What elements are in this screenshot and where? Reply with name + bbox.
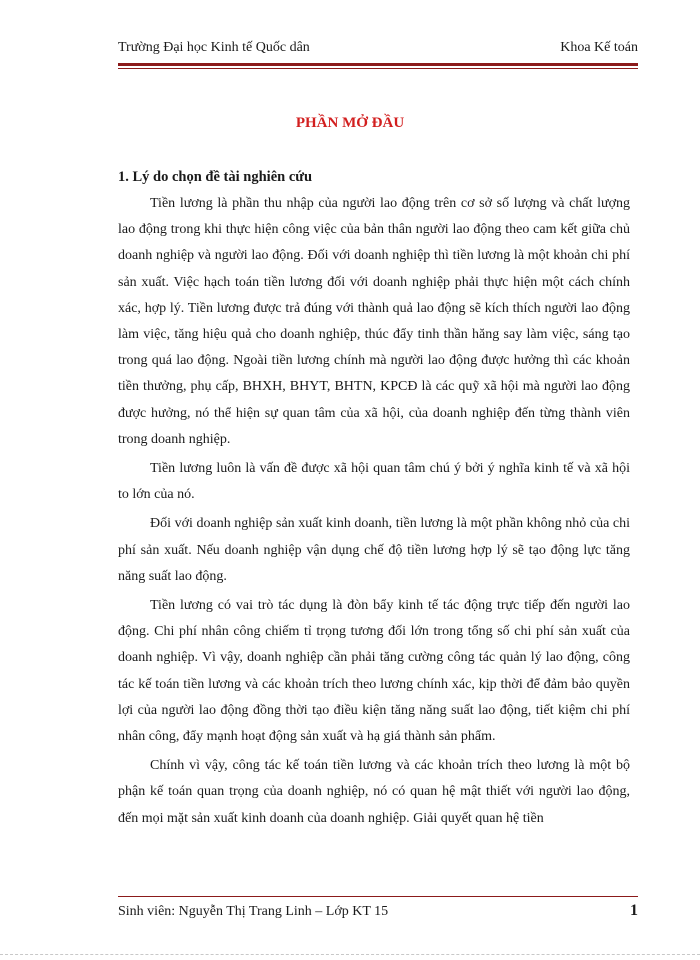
- paragraph: Chính vì vậy, công tác kế toán tiền lương và các khoản trích theo lương là một bộ phận kế toán quan trọng của doanh nghiệp, nó có quan hệ mật thiết với người lao động, đến mọi mặt sản xuất kinh doanh của doanh nghiệp. Giải quyết quan hệ tiền: [118, 758, 630, 826]
- footer-student: Sinh viên: Nguyễn Thị Trang Linh – Lớp KT 15: [118, 904, 389, 919]
- body-text: [118, 191, 630, 835]
- page-number: 1: [630, 902, 638, 919]
- page-header: [118, 40, 638, 60]
- header-faculty: Khoa Kế toán: [560, 40, 638, 55]
- paragraph: Tiền lương luôn là vấn đề được xã hội quan tâm chú ý bởi ý nghĩa kinh tế và xã hội to lớn của nó.: [118, 461, 630, 503]
- paragraph: Tiền lương là phần thu nhập của người lao động trên cơ sở số lượng và chất lượng lao động trong khi thực hiện công việc của bản thân người lao động theo cam kết giữa chủ doanh nghiệp và người lao động. Đối với doanh nghiệp thì tiền lương là một khoản chi phí sản xuất. Việc hạch toán tiền lương đối với doanh nghiệp phải thực hiện một cách chính xác, hợp lý. Tiền lương được trả đúng với thành quả lao động sẽ kích thích người lao động làm việc, tăng hiệu quả cho doanh nghiệp, thúc đẩy tinh thần hăng say làm việc, sáng tạo trong quá lao động. Ngoài tiền lương chính mà người lao động được hưởng thì các khoản tiền thưởng, phụ cấp, BHXH, BHYT, BHTN, KPCĐ là các quỹ xã hội mà người lao động được hưởng, nó thể hiện sự quan tâm của xã hội, của doanh nghiệp đến từng thành viên trong doanh nghiệp.: [118, 196, 630, 447]
- document-title: PHẦN MỞ ĐẦU: [295, 115, 405, 131]
- section-heading: 1. Lý do chọn đề tài nghiên cứu: [118, 169, 313, 185]
- paragraph: Đối với doanh nghiệp sản xuất kinh doanh, tiền lương là một phần không nhỏ của chi phí sản xuất. Nếu doanh nghiệp vận dụng chế độ tiền lương hợp lý sẽ tạo động lực tăng năng suất lao động.: [118, 516, 630, 584]
- header-university: Trường Đại học Kinh tế Quốc dân: [118, 40, 310, 55]
- footer-rule: [118, 896, 638, 897]
- paragraph: Tiền lương có vai trò tác dụng là đòn bẩy kinh tế tác động trực tiếp đến người lao động. Chi phí nhân công chiếm tỉ trọng tương đối lớn trong tổng số chi phí sản xuất của doanh nghiệp. Vì vậy, doanh nghiệp cần phải tăng cường công tác quản lý lao động, công tác kế toán tiền lương và các khoản trích theo lương chính xác, kịp thời để đảm bảo quyền lợi của người lao động đồng thời tạo điều kiện tăng năng suất lao động, tiết kiệm chi phí nhân công, đẩy mạnh hoạt động sản xuất và hạ giá thành sản phẩm.: [118, 598, 630, 745]
- page-edge: [0, 954, 700, 955]
- header-rule-thick: [118, 63, 638, 66]
- header-rule-thin: [118, 68, 638, 69]
